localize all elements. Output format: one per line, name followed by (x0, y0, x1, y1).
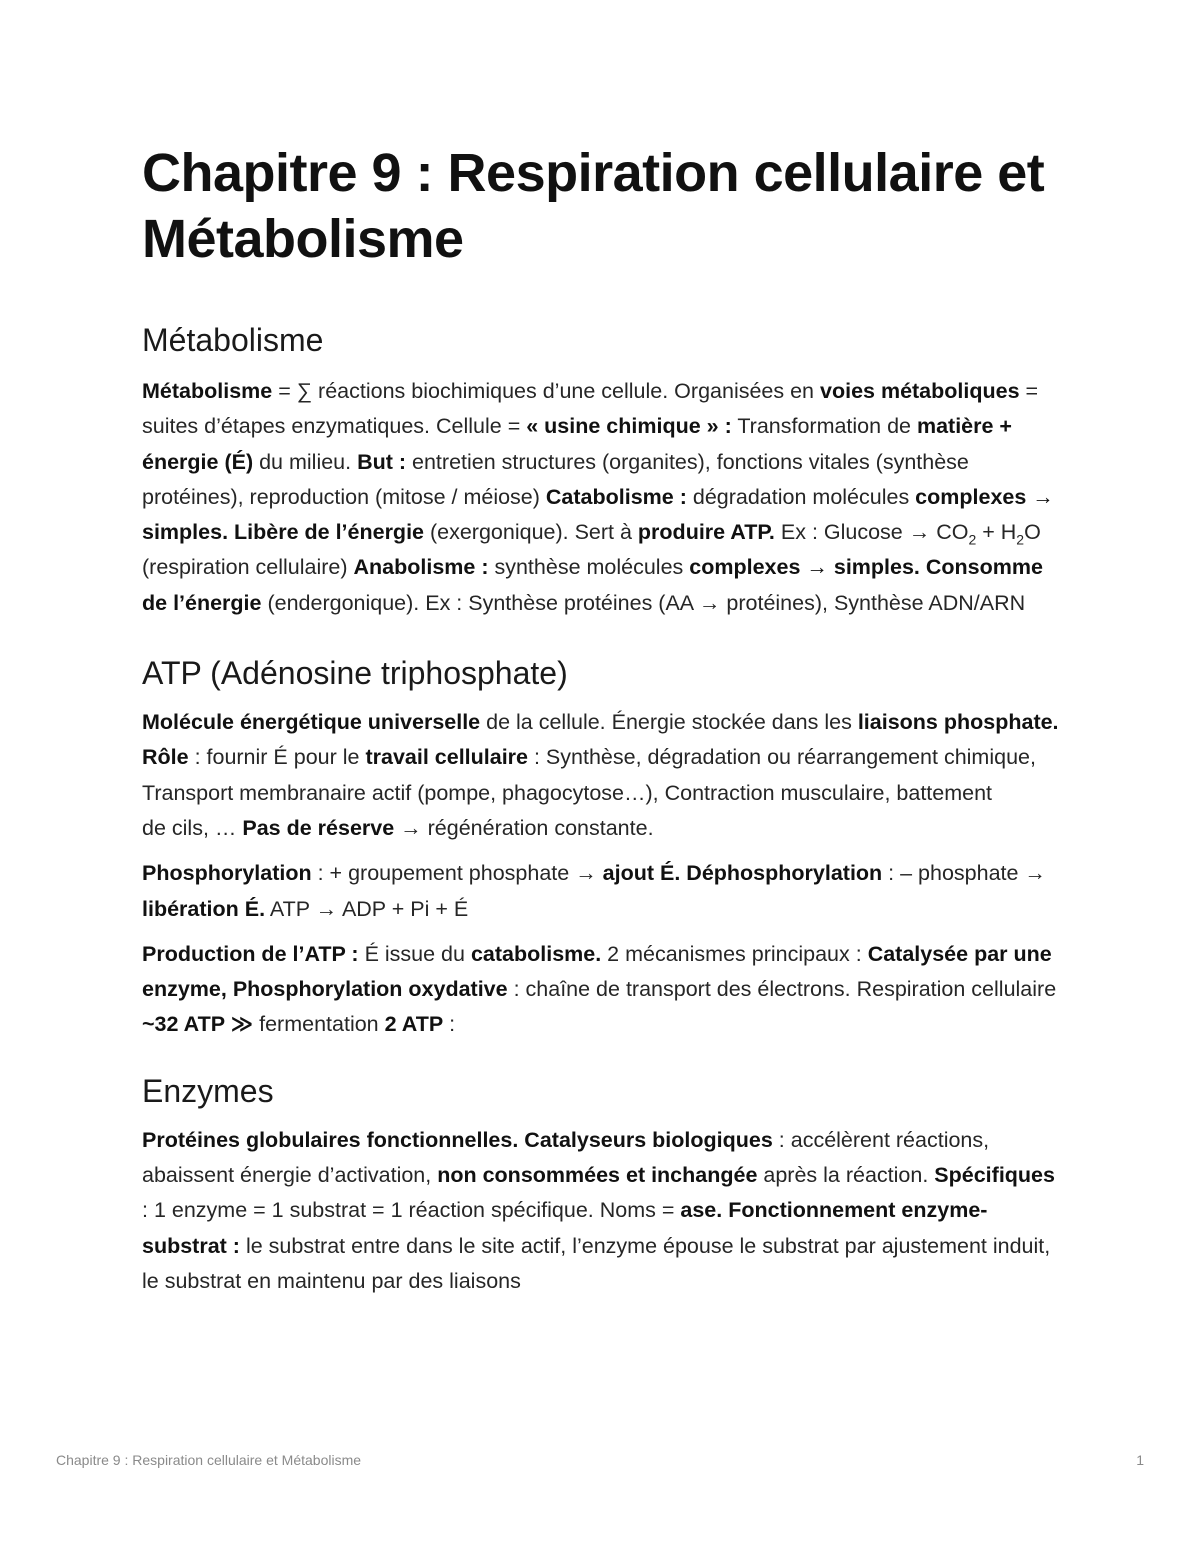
text-run: ATP → ADP + Pi + É (265, 896, 469, 921)
heading-atp: ATP (Adénosine triphosphate) (142, 655, 568, 692)
heading-metabolisme: Métabolisme (142, 322, 324, 358)
bold-text-run: ajout É. Déphosphorylation (602, 861, 883, 886)
bold-text-run: Protéines globulaires fonctionnelles. Catalyseurs biologiques (142, 1127, 773, 1152)
bold-text-run: Anabolisme : (353, 555, 489, 580)
paragraph-metabolisme (142, 374, 1062, 621)
text-run: = suites d’étapes enzymatiques. Cellule = (142, 379, 1039, 439)
text-run: : fournir É pour le (188, 745, 366, 770)
bold-text-run: Molécule énergétique universelle (142, 710, 481, 735)
bold-text-run: Métabolisme (142, 379, 273, 403)
text-run: + H (976, 520, 1017, 545)
paragraph-production-atp (142, 937, 1062, 1043)
text-run: synthèse molécules (488, 555, 690, 580)
bold-text-run: Spécifiques (934, 1163, 1055, 1188)
footer-page-number: 1 (1136, 1452, 1144, 1468)
text-run: Transformation de (731, 414, 917, 439)
page-footer (56, 1452, 1144, 1468)
paragraph-enzymes (142, 1123, 1062, 1299)
bold-text-run: produire ATP. (637, 520, 775, 545)
text-run: É issue du (358, 941, 471, 966)
text-run: : (443, 1012, 456, 1037)
text-run: de la cellule. Énergie stockée dans les (480, 710, 858, 735)
text-run: du milieu. (253, 449, 358, 474)
subscript-text: 2 (1016, 531, 1025, 548)
text-run: O (respiration cellulaire) (142, 520, 1041, 580)
text-run: Ex : Glucose → CO (774, 520, 969, 545)
text-run: : 1 enzyme = 1 substrat = 1 réaction spécifique. Noms = (142, 1198, 681, 1223)
text-run: dégradation molécules (686, 484, 916, 509)
text-run: le substrat entre dans le site actif, l’enzyme épouse le substrat par ajustement induit, le substrat en maintenu par des liaisons (142, 1233, 1051, 1293)
text-run: après la réaction. (757, 1163, 935, 1188)
subscript-text: 2 (968, 531, 977, 548)
footer-title: Chapitre 9 : Respiration cellulaire et Métabolisme (56, 1452, 362, 1468)
bold-text-run: But : (357, 449, 407, 474)
bold-text-run: catabolisme. (470, 941, 602, 966)
bold-text-run: Pas de réserve (242, 815, 395, 840)
text-run: : + groupement phosphate → (311, 861, 603, 886)
paragraph-atp-role (142, 705, 1062, 846)
bold-text-run: Catabolisme : (545, 484, 687, 509)
bold-text-run: non consommées et inchangée (437, 1163, 758, 1188)
bold-text-run: « usine chimique » : (526, 414, 732, 439)
text-run: fermentation (253, 1012, 385, 1037)
document-title: Chapitre 9 : Respiration cellulaire et Métabolisme (142, 143, 1045, 269)
bold-text-run: matière + énergie (É) (142, 414, 1012, 474)
text-run: de cils, … (142, 815, 243, 840)
text-run: = ∑ réactions biochimiques d’une cellule. Organisées en (272, 379, 820, 403)
bold-text-run: libération É. (142, 896, 266, 921)
bold-text-run: ase. (680, 1198, 723, 1223)
bold-text-run: complexes → simples. Consomme de l’énergie (142, 555, 1043, 615)
text-run: (endergonique). Ex : Synthèse protéines (AA → protéines), Synthèse ADN/ARN (261, 590, 1026, 615)
text-run: (exergonique). Sert à (424, 520, 638, 545)
bold-text-run: complexes → simples. Libère de l’énergie (142, 484, 1054, 545)
bold-text-run: Catalysée par une enzyme, Phosphorylation oxydative (142, 941, 1052, 1002)
text-run: : – phosphate → (882, 861, 1046, 886)
bold-text-run: Fonctionnement enzyme-substrat : (142, 1198, 988, 1258)
bold-text-run: Phosphorylation (142, 861, 312, 886)
bold-text-run: ~32 ATP ≫ (142, 1012, 254, 1037)
text-run: 2 mécanismes principaux : (601, 941, 868, 966)
bold-text-run: voies métaboliques (820, 379, 1020, 403)
text-run: : Synthèse, dégradation ou réarrangement chimique, Transport membranaire actif (pompe, phagocytose…), Contraction musculaire, battement (142, 745, 1036, 805)
paragraph-phosphorylation (142, 856, 1062, 927)
text-run: entretien structures (organites), fonctions vitales (synthèse protéines), reproduction (mitose / méiose) (142, 449, 969, 509)
bold-text-run: liaisons phosphate. Rôle (142, 710, 1059, 770)
text-run: : chaîne de transport des électrons. Respiration cellulaire (507, 977, 1057, 1002)
bold-text-run: travail cellulaire (365, 745, 529, 770)
text-run: : accélèrent réactions, abaissent énergie d’activation, (142, 1127, 990, 1188)
heading-enzymes: Enzymes (142, 1072, 274, 1109)
text-run: → régénération constante. (394, 815, 654, 840)
document-page (142, 140, 1062, 1299)
bold-text-run: 2 ATP (384, 1012, 444, 1037)
bold-text-run: Production de l’ATP : (142, 941, 359, 966)
